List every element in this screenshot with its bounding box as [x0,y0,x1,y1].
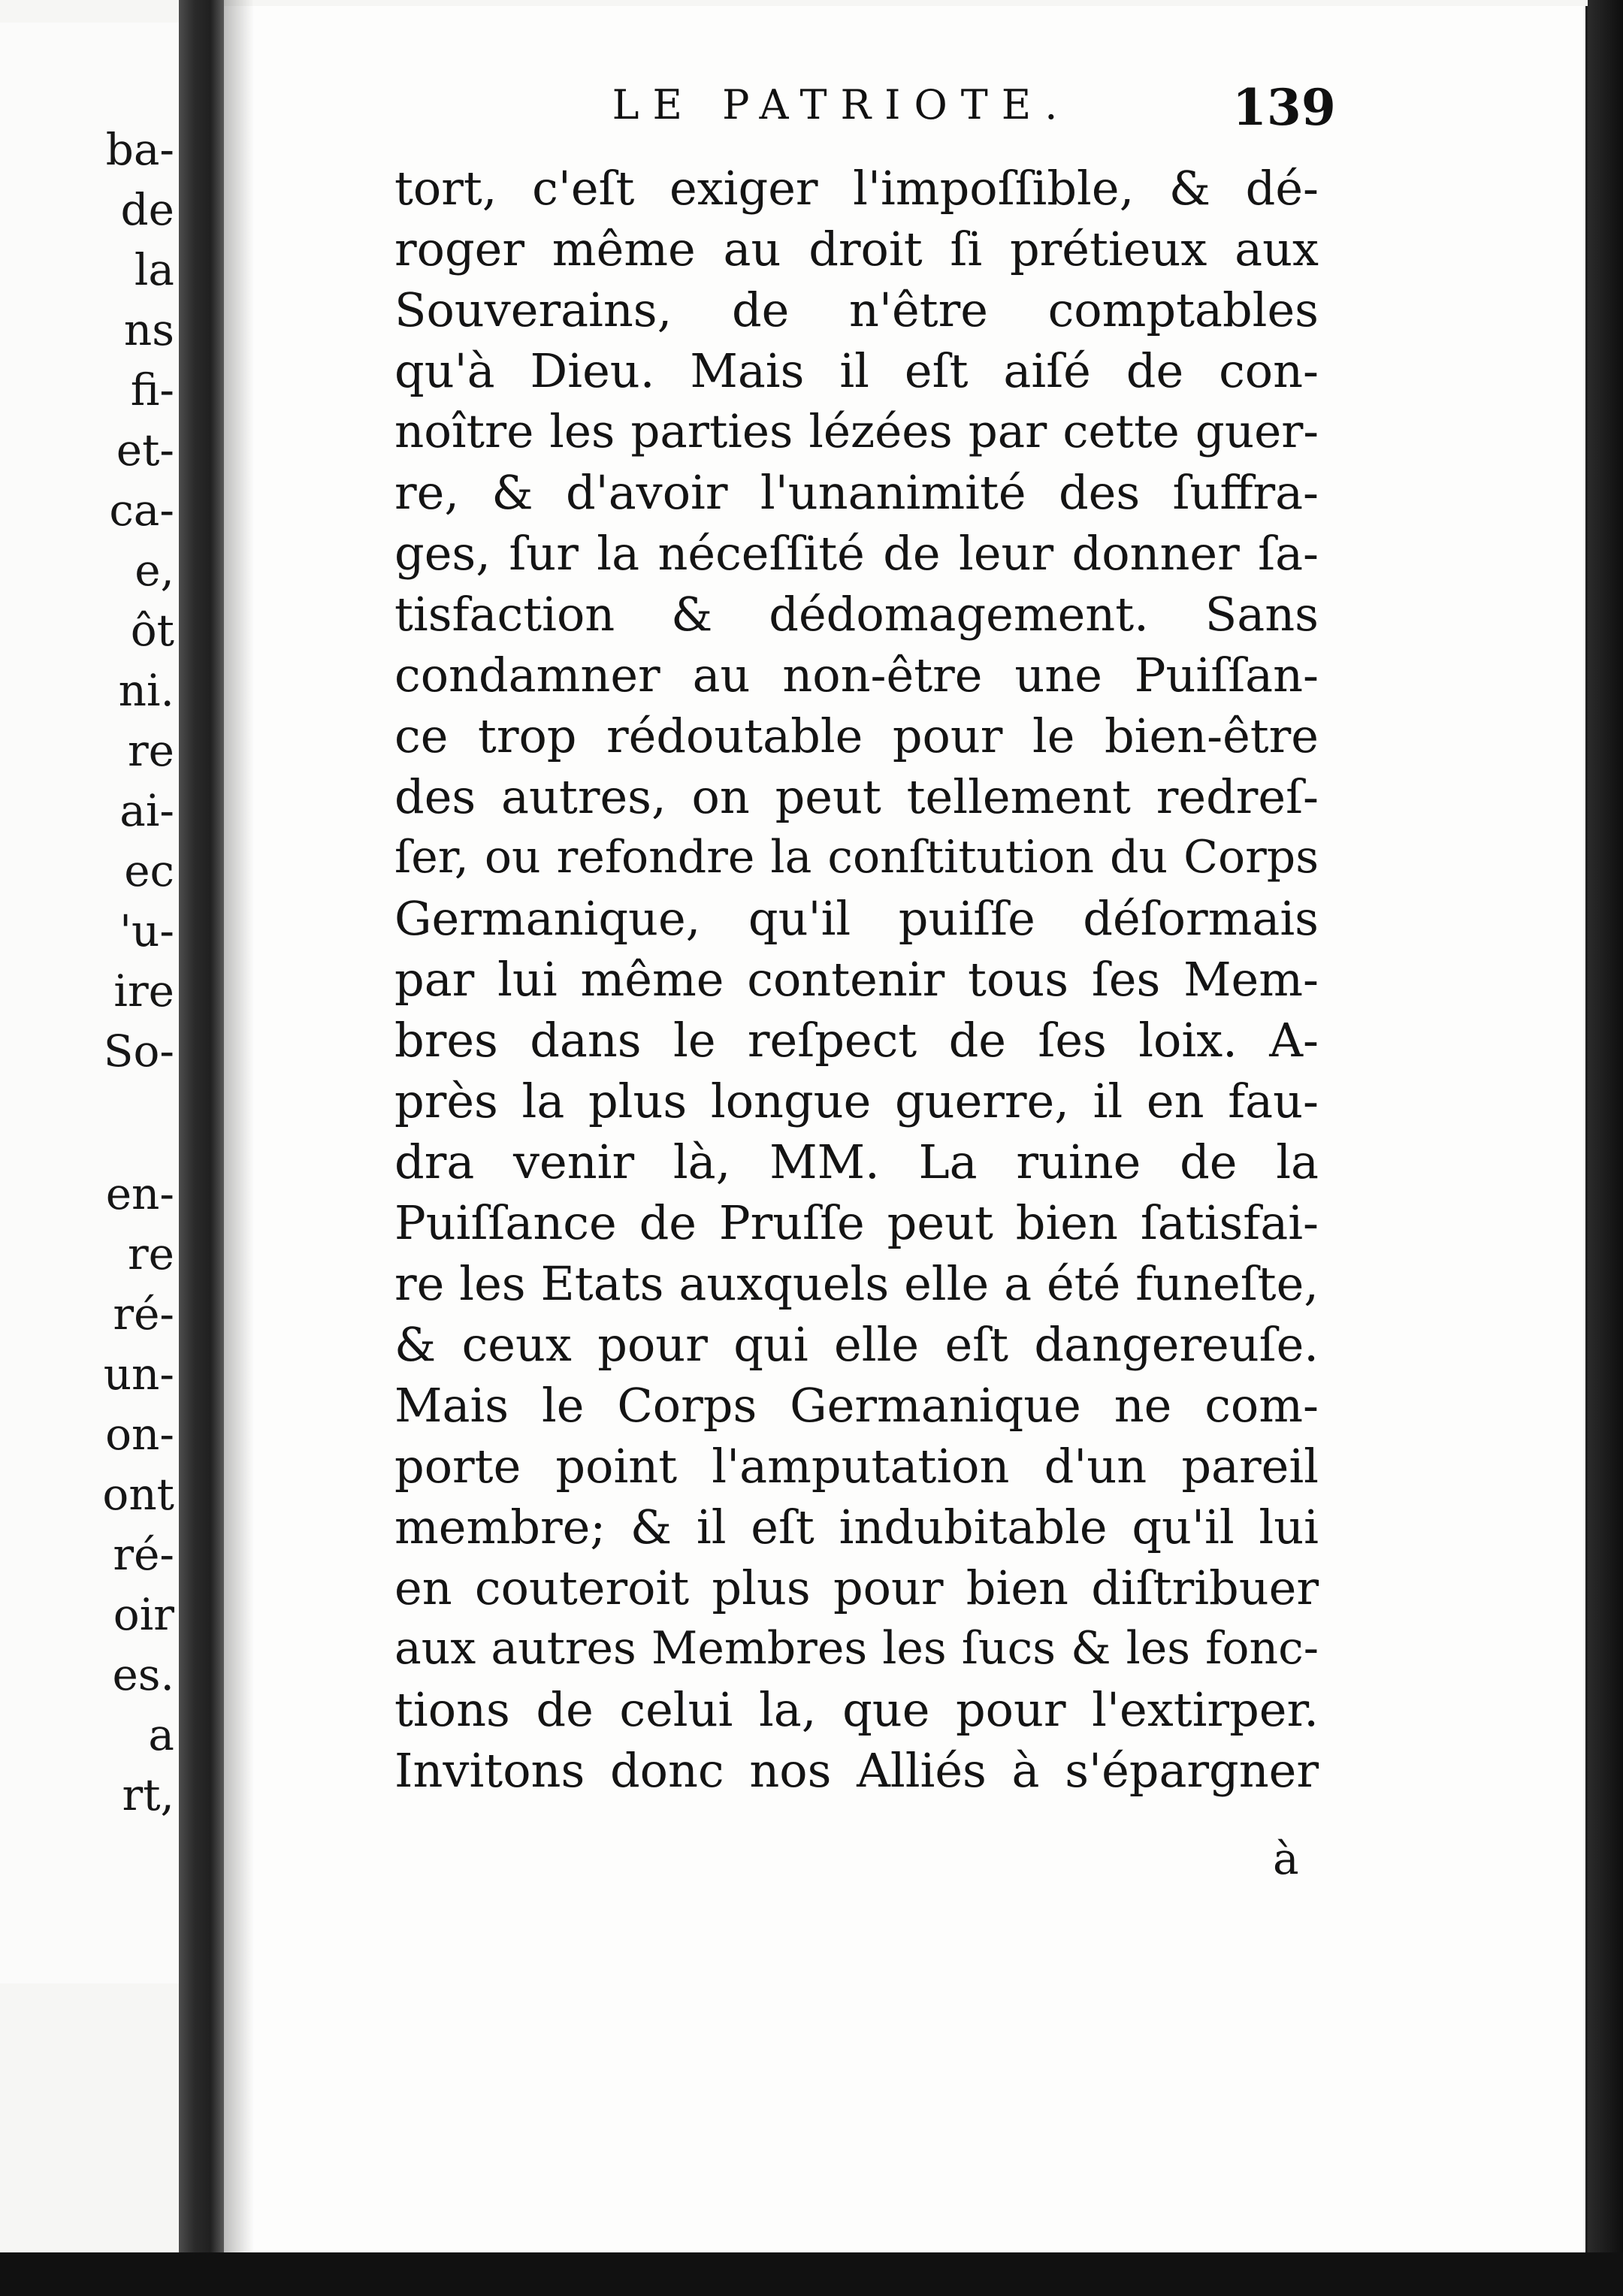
text-line: & ceux pour qui elle eſt dangereuſe. [394,1317,1319,1372]
left-page-line-fragment: ont [102,1469,174,1520]
text-line: tisfaction & dédomagement. Sans [394,587,1319,642]
left-page-line-fragment: oir [113,1589,174,1640]
text-line: Germanique, qu'il puiſſe déſormais [394,891,1319,946]
text-line: ſer, ou refondre la conſtitution du Corps [394,831,1319,884]
text-line: noître les parties lézées par cette guer- [394,405,1319,458]
text-line: Invitons donc nos Alliés à s'épargner [394,1743,1319,1798]
body-text [394,158,1319,1801]
text-line: re les Etats auxquels elle a été funeſte, [394,1256,1319,1311]
left-page-line-fragment: a [148,1709,174,1760]
text-line: tions de celui la, que pour l'extirper. [394,1682,1319,1737]
left-page-line-fragment: re [127,1228,174,1279]
text-line: des autres, on peut tellement redreſ- [394,769,1319,824]
left-page-line-fragment: ec [124,845,174,896]
catchword: à [1273,1833,1299,1884]
scan-border-right [1588,0,1623,2296]
text-line: tort, c'eſt exiger l'impoſſible, & dé- [394,161,1319,216]
text-line: en couteroit plus pour bien diſtribuer [394,1560,1319,1615]
page-number: 139 [1232,78,1336,137]
left-page-line-fragment: ré- [113,1288,174,1340]
left-page-line-fragment: es. [112,1649,174,1700]
left-page-line-fragment: de [120,184,174,235]
text-line: Souverains, de n'être comptables [394,282,1319,337]
left-page-line-fragment: rt, [122,1769,174,1820]
text-line: condamner au non-être une Puiſſan- [394,648,1319,702]
left-page-line-fragment: on- [105,1409,174,1460]
text-line: qu'à Dieu. Mais il eſt aiſé de con- [394,343,1319,398]
left-page-line-fragment: re [127,725,174,776]
left-page-line-fragment: ré- [113,1529,174,1580]
text-line: près la plus longue guerre, il en fau- [394,1074,1319,1128]
left-page-line-fragment: So- [103,1026,174,1077]
left-page-line-fragment: ôt [130,605,174,656]
left-page-line-fragment: en- [105,1168,174,1219]
scan-border-bottom [0,2252,1623,2296]
left-page-line-fragment: et- [116,424,174,476]
gutter-shadow [224,0,254,2296]
text-line: ce trop rédoutable pour le bien-être [394,708,1319,763]
text-line: par lui même contenir tous ſes Mem- [394,952,1319,1007]
text-line: re, & d'avoir l'unanimité des ſuffra- [394,465,1319,520]
text-line: Mais le Corps Germanique ne com- [394,1378,1319,1433]
text-line: roger même au droit ſi prétieux aux [394,222,1319,276]
left-page-line-fragment: ai- [119,785,174,836]
text-line: ges, ſur la néceſſité de leur donner ſa- [394,526,1319,581]
text-line: bres dans le reſpect de ſes loix. A- [394,1013,1319,1068]
text-line: membre; & il eſt indubitable qu'il lui [394,1500,1319,1554]
text-line: Puiſſance de Pruſſe peut bien ſatisfai- [394,1195,1319,1250]
left-page-line-fragment: fi- [130,364,174,415]
left-page-line-fragment: 'u- [119,905,174,956]
text-line: dra venir là, MM. La ruine de la [394,1134,1319,1189]
left-page-line-fragment: un- [103,1349,174,1400]
left-page-line-fragment: la [134,244,174,295]
book-gutter [179,0,224,2296]
left-page-line-fragment: ns [123,304,174,355]
left-page-line-fragment: ni. [118,665,174,716]
running-head: LE PATRIOTE. [612,81,1071,128]
left-page-line-fragment: ire [113,965,174,1017]
text-line: porte point l'amputation d'un pareil [394,1439,1319,1494]
previous-page-fragment [0,23,180,1983]
left-page-line-fragment: e, [134,545,174,596]
text-line: aux autres Membres les ſucs & les fonc- [394,1622,1319,1675]
left-page-line-fragment: ba- [105,124,174,175]
left-page-line-fragment: ca- [109,485,174,536]
